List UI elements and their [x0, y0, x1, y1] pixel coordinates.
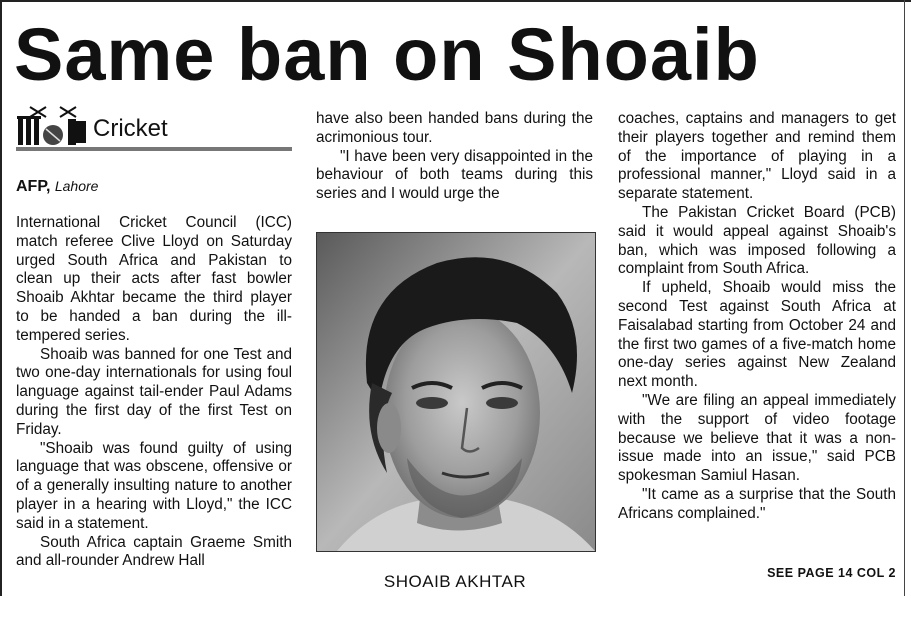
article-paragraph: "We are filing an appeal immediately with the support of video footage because we believe that it was a non-issue made into an issue," said PCB spokesman Samiul Hasan.: [618, 391, 896, 485]
page-left-border: [0, 0, 2, 596]
player-photo: [316, 232, 596, 552]
byline-agency: AFP,: [16, 178, 51, 195]
page-right-border: [904, 0, 905, 596]
article-column-1: [16, 214, 292, 571]
page-top-border: [0, 0, 911, 2]
headline: Same ban on Shoaib: [14, 13, 760, 96]
byline-city: Lahore: [54, 178, 99, 194]
article-paragraph: If upheld, Shoaib would miss the second Test against South Africa at Faisalabad starting from October 24 and the first two games of a five-match home one-day series against New Zealand next month.: [618, 279, 896, 391]
article-column-2: [316, 110, 593, 204]
article-paragraph: Shoaib was banned for one Test and two one-day internationals for using foul language against tail-ender Paul Adams during the first day of the first Test on Friday.: [16, 345, 292, 438]
article-paragraph: coaches, captains and managers to get their players together and remind them of the importance of playing in a professional manner," Lloyd said in a separate statement.: [618, 110, 896, 203]
photo-caption: SHOAIB AKHTAR: [383, 572, 527, 591]
portrait-image: [317, 233, 595, 551]
article-paragraph: "Shoaib was found guilty of using language that was obscene, offensive or of a generally insulting nature to another player in a hearing with Lloyd," the ICC said in a statement.: [16, 439, 292, 532]
article-paragraph: The Pakistan Cricket Board (PCB) said it would appeal against Shoaib's ban, which was imposed following a complaint from South Africa.: [618, 203, 896, 278]
continuation-note[interactable]: SEE PAGE 14 COL 2: [767, 566, 896, 580]
article-paragraph: "I have been very disappointed in the behaviour of both teams during this series and I would urge the: [316, 147, 593, 203]
section-rule: [16, 147, 292, 151]
section-label: Cricket: [93, 115, 168, 142]
byline: [16, 178, 98, 196]
article-paragraph: have also been handed bans during the acrimonious tour.: [316, 110, 593, 146]
cricket-logo-icon: [16, 105, 90, 147]
article-paragraph: South Africa captain Graeme Smith and all-rounder Andrew Hall: [16, 533, 292, 570]
article-paragraph: International Cricket Council (ICC) match referee Clive Lloyd on Saturday urged South Africa and Pakistan to clean up their acts after fast bowler Shoaib Akhtar became the third player to be handed a ban during the ill-tempered series.: [16, 214, 292, 344]
article-paragraph: "It came as a surprise that the South Africans complained.": [618, 485, 896, 522]
article-column-3: [618, 110, 896, 524]
section-header: [16, 105, 292, 155]
